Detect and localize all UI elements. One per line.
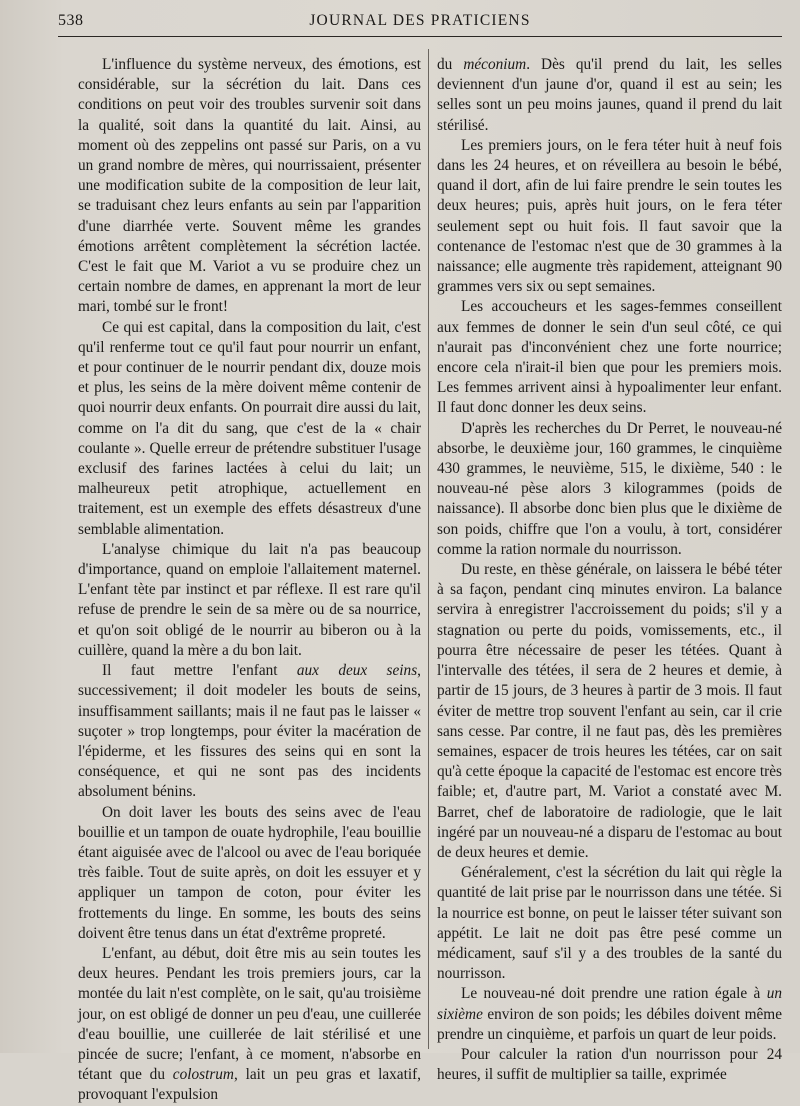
paragraph (437, 984, 782, 1045)
page-number: 538 (58, 12, 84, 29)
paragraph-text: L'enfant, au début, doit être mis au sein toutes les deux heures. Pendant les trois premiers jours, car la montée du lait n'est complète, on le sait, qu'au troisième jour, on est obligé de donner un peu d'eau, une cuillerée d'eau bouillie, une cuillerée de lait stérilisé et une pincée de sucre; l'enfant, à ce moment, n'absorbe en tétant que du (78, 944, 421, 1084)
italic-term: méconium (463, 56, 527, 73)
paragraph: Les accoucheurs et les sages-femmes conseillent aux femmes de donner le sein d'un seul côté, ce qui n'aurait pas d'inconvénient chez une forte nourrice; encore cela n'irait-il bien que pour les premiers mois. Les femmes arrivent ainsi à hypoalimenter leur enfant. Il faut donc donner les deux seins. (437, 298, 782, 417)
paragraph: L'influence du système nerveux, des émotions, est considérable, sur la sécrétion du lait. Dans ces conditions on peut voir des troubles survenir soit dans la qualité, soit dans la quantité du lait. Ainsi, au moment où des zeppelins ont passé sur Paris, on a vu un grand nombre de mères, qui nourrissaient, présenter une modification subite de la composition de leur lait, se traduisant chez leurs enfants au sein par l'apparition d'une diarrhée verte. Souvent même les grandes émotions arrêtent complètement la sécrétion lactée. C'est le fait que M. Variot a vu se produire chez un certain nombre de dames, en apprenant la mort de leur mari, tombé sur le front! (78, 56, 421, 316)
paragraph (78, 944, 421, 1106)
paragraph-text: Le nouveau-né doit prendre une ration égale à (461, 985, 767, 1003)
italic-term: aux deux seins (296, 662, 418, 680)
text-columns (58, 55, 782, 1106)
paragraph-text: . Dès qu'il prend du lait, les selles deviennent d'un jaune d'or, quand il est au sein; les selles sont un peu moins jaunes, quand il prend du lait stérilisé. (437, 56, 783, 134)
italic-term: un sixième (437, 985, 782, 1023)
paragraph: Généralement, c'est la sécrétion du lait qui règle la quantité de lait prise par le nourrisson dans une tétée. Si la nourrice est bonne, on peut le laisser téter suivant son appétit. Le lait ne doit pas être pesé comme un médicament, sauf s'il y a des troubles de la santé du nourrisson. (437, 864, 782, 983)
paragraph: Les premiers jours, on le fera téter huit à neuf fois dans les 24 heures, et on réveillera au besoin le bébé, quand il dort, afin de lui faire prendre le sein toutes les deux heures; puis, après huit jours, on le fera téter seulement sept ou huit fois. Il faut savoir que la contenance de l'estomac n'est que de 30 grammes à la naissance; elle augmente très rapidement, atteignant 90 grammes vers six ou sept semaines. (437, 136, 782, 296)
column-divider (421, 55, 437, 1106)
italic-term: colostrum (172, 1066, 234, 1084)
paragraph-text: environ de son poids; les débiles doivent même prendre un cinquième, et parfois un quart de leur poids. (437, 1005, 782, 1043)
paragraph (437, 55, 782, 136)
paragraph: Ce qui est capital, dans la composition du lait, c'est qu'il renferme tout ce qu'il faut pour nourrir un enfant, et pour continuer de le nourrir pendant dix, douze mois et plus, les seins de la mère doivent même contenir de quoi nourrir deux enfants. On pourrait dire aussi du lait, comme on l'a dit du sang, que c'est de la « chair coulante ». Quelle erreur de prétendre substituer l'usage exclusif des farines lactées à celui du lait; un malheureux petit atrophique, actuellement en traitement, est un exemple des effets désastreux d'une semblable alimentation. (78, 318, 421, 538)
left-column (78, 55, 421, 1106)
journal-title: JOURNAL DES PRATICIENS (309, 12, 531, 29)
paragraph: Pour calculer la ration d'un nourrisson pour 24 heures, il suffit de multiplier sa taille, exprimée (437, 1045, 782, 1084)
paragraph: D'après les recherches du Dr Perret, le nouveau-né absorbe, le deuxième jour, 160 grammes, le cinquième 430 grammes, le neuvième, 515, le dixième, 540 : le nouveau-né pèse alors 3 kilogrammes (poids de naissance). Il absorbe donc bien plus que le dixième de son poids, chiffre que l'on a voulu, à tort, considérer comme la ration normale du nourrisson. (437, 419, 782, 558)
paragraph: On doit laver les bouts des seins avec de l'eau bouillie et un tampon de ouate hydrophile, l'eau bouillie étant aiguisée avec de l'alcool ou avec de l'eau boriquée très faible. Tout de suite après, on doit les essuyer et y appliquer un tampon de coton, pour éviter les frottements du linge. En somme, les bouts des seins doivent être tenus dans un état d'extrême propreté. (78, 803, 421, 942)
paragraph-text: Il faut mettre l'enfant (102, 662, 297, 680)
paragraph (78, 661, 421, 802)
right-column (437, 55, 782, 1106)
paragraph-text: , successivement; il doit modeler les bouts de seins, insuffisamment saillants; mais il ne faut pas le laisser « suçoter » trop longtemps, pour éviter la macération de l'épiderme, et les fissures des seins qui en sont la conséquence, et qui ne sont pas des incidents absolument bénins. (78, 662, 421, 801)
paragraph: L'analyse chimique du lait n'a pas beaucoup d'importance, quand on emploie l'allaitement maternel. L'enfant tète par instinct et par réflexe. Il est rare qu'il refuse de prendre le sein de sa mère ou de sa nourrice, et qu'on soit obligé de le nourrir au biberon ou à la cuillère, quand la mère a du bon lait. (78, 540, 421, 659)
paragraph: Du reste, en thèse générale, on laissera le bébé téter à sa façon, pendant cinq minutes environ. La balance servira à enregistrer l'accroissement du poids; s'il y a stagnation ou perte du poids, vomissements, etc., il pourra être nécessaire de peser les tétées. Quant à l'intervalle des tétées, il sera de 2 heures et demie, à partir de 15 jours, de 3 heures à partir de 3 mois. Il faut éviter de mettre trop souvent l'enfant au sein, car il crie sans cesse. Par contre, il ne faut pas, dès les premières semaines, espacer de trois heures les tétées, car on sait qu'à cette époque la capacité de l'estomac est encore très faible; et, d'autre part, M. Variot a constaté avec M. Barret, chef de laboratoire de radiologie, que le lait ingéré par un nouveau-né a disparu de l'estomac au bout de deux heures et demie. (437, 561, 782, 861)
paragraph-text: , lait un peu gras et laxatif, provoquant l'expulsion (78, 1066, 421, 1104)
page-header (58, 12, 782, 37)
paragraph-text: du (437, 56, 464, 73)
